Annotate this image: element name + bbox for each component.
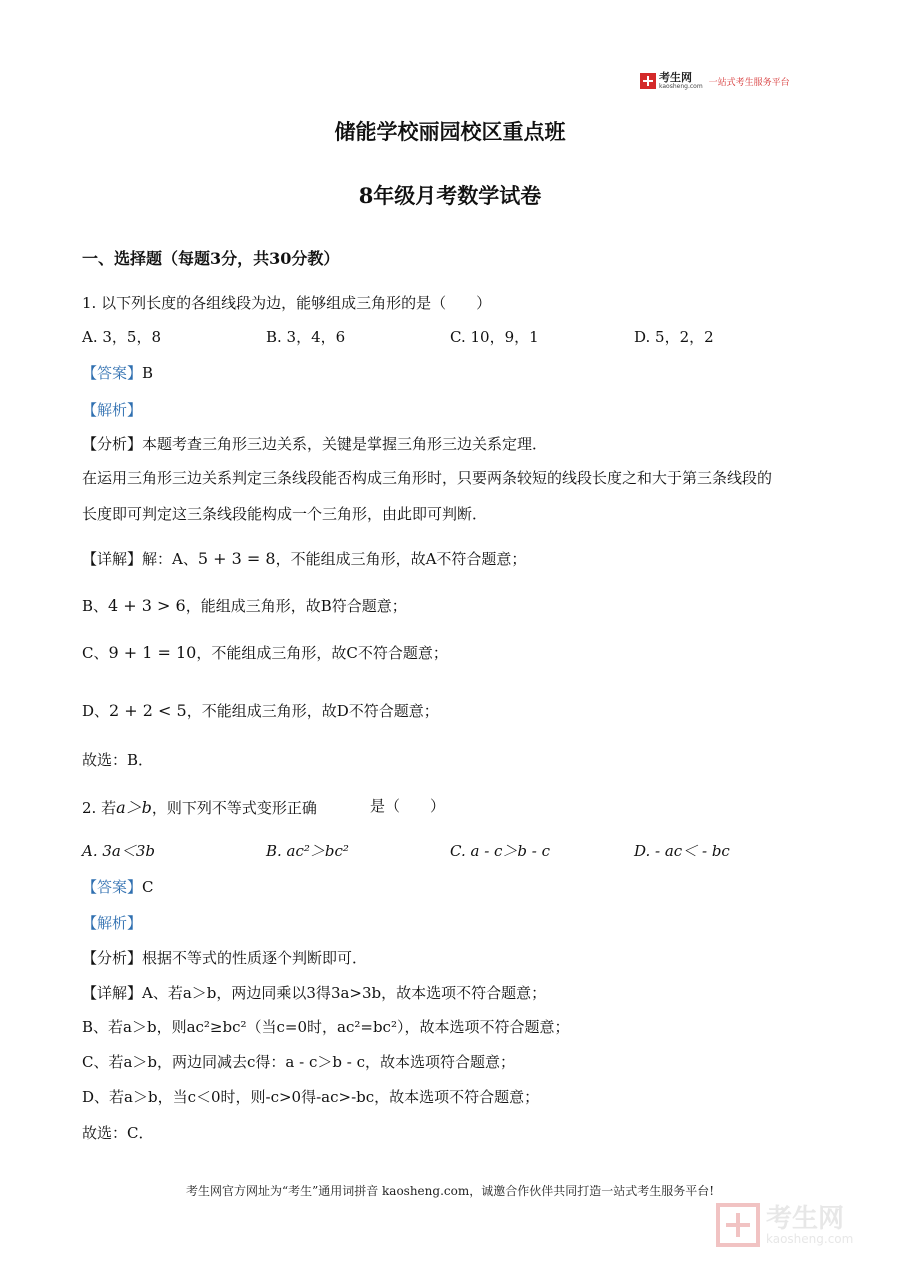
q1-step-c-post: ，不能组成三角形，故C不符合题意； bbox=[196, 644, 448, 662]
q1-step-a-post: ，不能组成三角形，故A不符合题意； bbox=[275, 550, 527, 568]
q2-detail-a bbox=[82, 982, 546, 1003]
section-heading: 一、选择题（每题3分，共30分教） bbox=[82, 249, 340, 268]
q2-stem-post: ，则下列不等式变形正确 bbox=[151, 799, 317, 817]
q2-answer-tag: 【答案】 bbox=[82, 878, 143, 896]
q1-option-d: D. 5，2，2 bbox=[634, 328, 714, 346]
q2-detail-a-text: A、若a＞b，两边同乘以3得3a>3b，故本选项不符合题意； bbox=[142, 984, 547, 1002]
q1-step-c-pre: C、 bbox=[82, 644, 109, 662]
q1-conclusion: 故选：B． bbox=[82, 751, 154, 769]
q2-detail-c: C、若a＞b，两边同减去c得：a - c＞b - c，故本选项符合题意； bbox=[82, 1053, 515, 1071]
q1-step-b-expr: 4 + 3 > 6 bbox=[108, 596, 186, 615]
q2-answer-value: C bbox=[142, 878, 154, 896]
exam-school-title: 储能学校丽园校区重点班 bbox=[334, 119, 566, 144]
q2-stem bbox=[82, 795, 542, 817]
q2-options bbox=[82, 840, 822, 860]
watermark-domain: kaosheng.com bbox=[766, 1231, 854, 1246]
q2-fenxi-tag: 【分析】 bbox=[82, 949, 143, 967]
q1-step-d-post: ，不能组成三角形，故D不符合题意； bbox=[186, 702, 439, 720]
q1-answer-value: B bbox=[142, 364, 154, 382]
q2-analysis-tag: 【解析】 bbox=[82, 914, 143, 932]
q1-option-c: C. 10，9，1 bbox=[450, 328, 539, 346]
q2-fenxi bbox=[82, 947, 367, 968]
q1-option-b: B. 3，4，6 bbox=[266, 328, 346, 346]
q2-stem-pre: 2. 若 bbox=[82, 799, 117, 817]
q1-step-a-pre: 解：A、 bbox=[142, 550, 198, 568]
q2-stem-expr: a＞b bbox=[116, 798, 152, 817]
brand-domain: kaosheng.com bbox=[659, 83, 703, 90]
q1-analysis-tag: 【解析】 bbox=[82, 401, 143, 419]
q1-stem: 1. 以下列长度的各组线段为边，能够组成三角形的是（ ） bbox=[82, 294, 492, 312]
q1-step-d bbox=[82, 700, 439, 721]
q1-detail-tag: 【详解】 bbox=[82, 550, 143, 568]
q1-options bbox=[82, 326, 822, 346]
q1-step-d-pre: D、 bbox=[82, 702, 110, 720]
brand-slogan: 一站式考生服务平台 bbox=[708, 77, 790, 88]
q1-step-a-expr: 5 + 3 = 8 bbox=[197, 549, 276, 568]
q1-explain-line-2: 长度即可判定这三条线段能构成一个三角形，由此即可判断． bbox=[82, 505, 488, 523]
q2-option-a: A. 3a＜3b bbox=[82, 842, 156, 860]
q2-detail-d: D、若a＞b，当c＜0时，则-c>0得-ac>-bc，故本选项不符合题意； bbox=[82, 1088, 540, 1106]
q1-step-c bbox=[82, 642, 448, 663]
watermark bbox=[716, 1203, 853, 1247]
brand-name: 考生网 bbox=[659, 71, 692, 84]
page-footer: 考生网官方网址为“考生”通用词拼音 kaosheng.com，诚邀合作伙伴共同打造一站式考生服务平台! bbox=[185, 1184, 715, 1198]
q2-detail-tag: 【详解】 bbox=[82, 984, 143, 1002]
q2-stem-end: 是（ ） bbox=[370, 797, 446, 815]
q2-answer bbox=[82, 876, 154, 897]
exam-title: 8年级月考数学试卷 bbox=[358, 183, 542, 208]
q1-step-b bbox=[82, 595, 407, 616]
q1-step-b-pre: B、 bbox=[82, 597, 109, 615]
q1-fenxi bbox=[82, 433, 547, 454]
q2-option-d: D. - ac＜ - bc bbox=[634, 842, 730, 860]
q2-fenxi-text: 根据不等式的性质逐个判断即可． bbox=[142, 949, 368, 967]
watermark-name: 考生网 bbox=[766, 1203, 845, 1234]
q1-fenxi-tag: 【分析】 bbox=[82, 435, 143, 453]
watermark-logo-icon bbox=[716, 1203, 760, 1247]
brand-logo-icon bbox=[640, 73, 656, 89]
q1-step-d-expr: 2 + 2 < 5 bbox=[109, 701, 187, 720]
q1-step-a bbox=[82, 548, 526, 569]
q1-option-a: A. 3，5，8 bbox=[82, 328, 161, 346]
q1-answer-tag: 【答案】 bbox=[82, 364, 143, 382]
q1-explain-line-1: 在运用三角形三边关系判定三条线段能否构成三角形时，只要两条较短的线段长度之和大于第三条线段的 bbox=[82, 469, 773, 487]
q2-detail-b: B、若a＞b，则ac²≥bc²（当c=0时，ac²=bc²），故本选项不符合题意； bbox=[82, 1018, 570, 1036]
q1-step-b-post: ，能组成三角形，故B符合题意； bbox=[185, 597, 407, 615]
brand-logo bbox=[640, 72, 790, 90]
q1-step-c-expr: 9 + 1 = 10 bbox=[108, 643, 197, 662]
q2-option-c: C. a - c＞b - c bbox=[450, 842, 551, 860]
q2-option-b: B. ac²＞bc² bbox=[266, 842, 349, 860]
q1-answer bbox=[82, 362, 153, 383]
q1-fenxi-text: 本题考查三角形三边关系，关键是掌握三角形三边关系定理． bbox=[142, 435, 548, 453]
q2-conclusion: 故选：C． bbox=[82, 1124, 154, 1142]
